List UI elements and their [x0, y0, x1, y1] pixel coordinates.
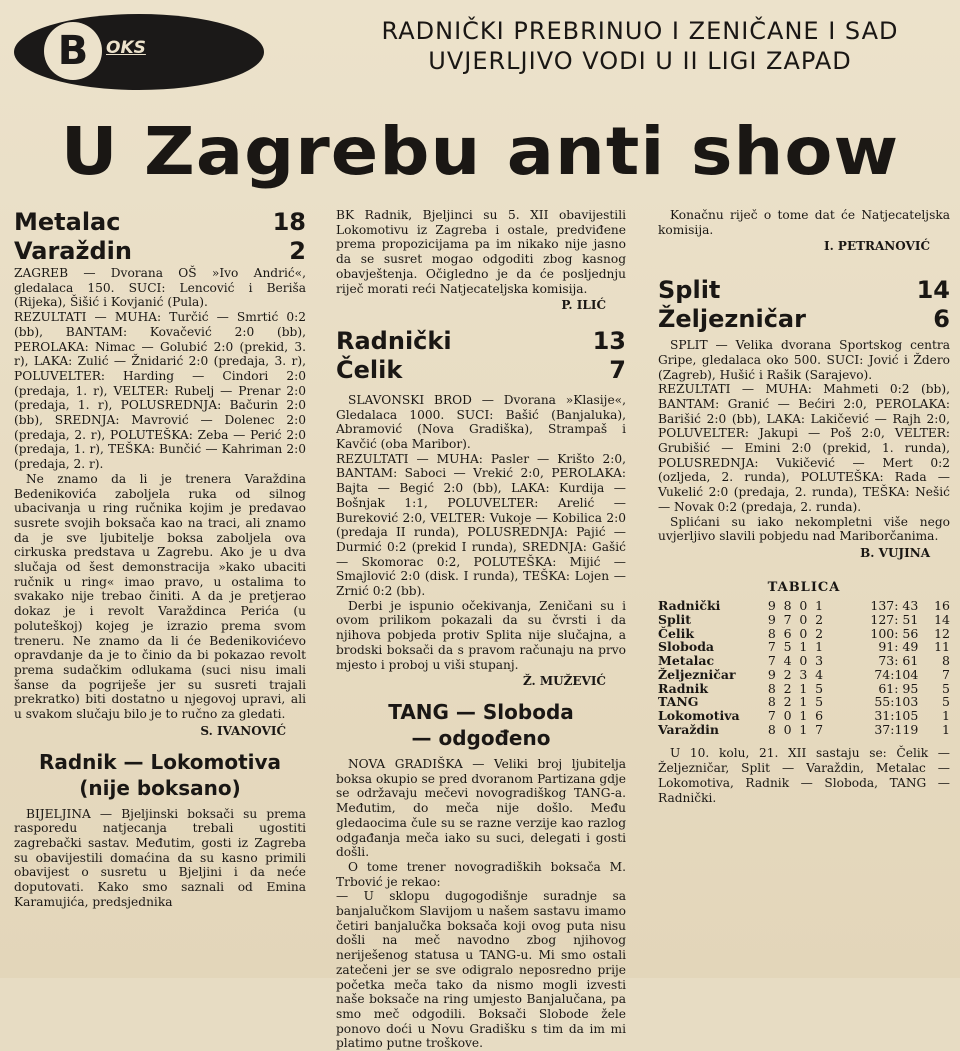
- standings-table: [658, 599, 950, 736]
- team-name: Radnički: [336, 326, 452, 355]
- cell-won: 0: [783, 707, 792, 723]
- table-row: [658, 599, 950, 613]
- cell-bouts: 100: 56: [870, 625, 919, 641]
- cell-played: 8: [767, 721, 776, 737]
- article-paragraph: REZULTATI — MUHA: Turčić — Smrtić 0:2 (bb), BANTAM: Kovačević 2:0 (bb), PEROLAKA: Nimac — Golubić 2:0 (prekid, 3. r), LAKA: Zulić — Žnidarić 2:0 (predaja, 3. r), POLUVELTER: Harding — Cindori 2:0 (predaja, 1. r), VELTER: Rubelj — Prenar 2:0 (predaja, 1. r), POLUSREDNJA: Bačurin 2:0 (bb), SREDNJA: Mavrović — Dolenec 2:0 (predaja, 2. r), POLUTEŠKA: Zeba — Perić 2:0 (predaja, 1. r), TEŠKA: Bunčić — Kahriman 2:0 (predaja, 2. r).: [14, 310, 306, 472]
- section-title-line-1: TANG — Sloboda: [388, 699, 574, 724]
- cell-lost: 6: [815, 707, 824, 723]
- cell-bouts: 74:104: [874, 666, 919, 682]
- table-row: [658, 627, 950, 641]
- cell-team-name: Radnik: [658, 680, 709, 696]
- cell-team-name: Radnički: [658, 598, 721, 614]
- cell-won: 7: [783, 612, 792, 628]
- article-paragraph: Derbi je ispunio očekivanja, Zeničani su i ovom prilikom pokazali da su čvrsti i da njihova pobjeda protiv Splita nije slučajna, a brodski boksači da s pravom računaju na prvo mjesto i proboj u viši stupanj.: [336, 598, 626, 672]
- article-paragraph: SLAVONSKI BROD — Dvorana »Klasije«, Gledalaca 1000. SUCI: Bašić (Banjaluka), Abramović (Nova Gradiška), Strampaš i Kavčić (oba Maribor).: [336, 392, 626, 452]
- table-row: [658, 695, 950, 709]
- cell-drawn: 1: [799, 721, 808, 737]
- team-score: 18: [272, 208, 306, 236]
- score-away: [336, 356, 626, 385]
- team-score: 13: [592, 326, 626, 355]
- team-name: Split: [658, 276, 721, 305]
- column-1: [14, 208, 306, 909]
- table-row: [658, 682, 950, 696]
- cell-drawn: 1: [799, 639, 808, 655]
- cell-played: 8: [767, 680, 776, 696]
- section-title: [14, 749, 306, 801]
- cell-team-name: Lokomotiva: [658, 707, 740, 723]
- article-paragraph: REZULTATI — MUHA: Mahmeti 0:2 (bb), BANTAM: Granić — Bećiri 2:0, PEROLAKA: Barišić 2:0 (bb), LAKA: Lakičević — Rajh 2:0, POLUVELTER: Jakupi — Poš 2:0, VELTER: Grubišić — Emini 2:0 (prekid, 1. runda), POLUSREDNJA: Vukičević — Mert 0:2 (ozljeda, 2. runda), POLUTEŠKA: Rada — Vukelić 2:0 (predaja, 2. runda), TEŠKA: Nešić — Novak 0:2 (predaja, 2. runda).: [658, 382, 950, 514]
- cell-points: 8: [942, 653, 950, 669]
- cell-points: 1: [942, 721, 950, 737]
- cell-won: 8: [783, 598, 792, 614]
- cell-won: 2: [783, 666, 792, 682]
- standings-footer: U 10. kolu, 21. XII sastaju se: Čelik — Željezničar, Split — Varaždin, Metalac — Lokomotiva, Radnik — Sloboda, TANG — Radnički.: [658, 746, 950, 805]
- logo-text: OKS: [106, 38, 146, 58]
- cell-drawn: 0: [799, 612, 808, 628]
- byline: S. IVANOVIĆ: [200, 723, 286, 738]
- cell-lost: 4: [815, 666, 824, 682]
- kicker-line-1: RADNIČKI PREBRINUO I ZENIČANE I SAD: [381, 17, 899, 45]
- cell-bouts: 137: 43: [870, 598, 919, 614]
- section-title-line-1: Radnik — Lokomotiva: [38, 749, 282, 774]
- cell-team-name: Varaždin: [658, 721, 720, 737]
- byline: P. ILIĆ: [561, 298, 606, 313]
- table-row: [658, 723, 950, 737]
- article-paragraph: SPLIT — Velika dvorana Sportskog centra Gripe, gledalaca oko 500. SUCI: Jović i Ždero (Zagreb), Hušić i Rašik (Sarajevo).: [658, 338, 950, 382]
- cell-team-name: Željezničar: [658, 666, 736, 682]
- boks-logo: [14, 14, 264, 90]
- cell-points: 1: [942, 707, 950, 723]
- article-paragraph: — U sklopu dugogodišnje suradnje sa banjalučkom Slavijom u našem sastavu imamo četiri banjalučka boksača koji ovog puta nisu došli na meč navodno zbog njihovog neriješenog statusa u TANG-u. Mi smo ostali zatečeni jer se sve odigralo neposredno prije početka meča tako da nismo mogli izvesti naše boksače na ring umjesto Banjalučana, pa smo meč odgodili. Boksači Slobode žele ponovo doći u Novu Gradišku s tim da im mi platimo putne troškove.: [336, 889, 626, 1051]
- cell-team-name: TANG: [658, 694, 699, 710]
- cell-won: 4: [783, 653, 792, 669]
- team-score: 14: [916, 276, 950, 305]
- cell-bouts: 31:105: [874, 707, 919, 723]
- team-name: Željezničar: [658, 305, 806, 334]
- article-paragraph: Ne znamo da li je trenera Varaždina Bedenikovića zaboljela ruka od silnog ubacivanja u ring ručnika kojim je predavao susrete svojih boksača kao na traci, ali znamo da je sve ljubitelje boksa zaboljela ova cirkuska predstava u Zagrebu. Ako je u dva slučaja od šest demonstracija »kako ubaciti ručnik u ring« imao pravo, u ostalima to svakako nije trebao činiti. A da je pretjerao dokaz je i revolt Varaždinca Perića (u poluteškoj) kojeg je izrazio prema svom treneru. Ne znamo da li će Bedenikovićevo opravdanje da je to činio da bi pokazao revolt prema sudačkim odlukama (suci nisu imali šanse da pogriješe jer su susreti trajali prekratko) biti dostatno u njegovoj upravi, ali u svakom slučaju bilo je to ručno za gledati.: [14, 471, 306, 722]
- article-paragraph: O tome trener novogradiških boksača M. Trbović je rekao:: [336, 859, 626, 889]
- headline: U Zagrebu anti show: [60, 113, 900, 190]
- article-paragraph: NOVA GRADIŠKA — Veliki broj ljubitelja boksa okupio se pred dvoranom Partizana gdje se održavaju mečevi novogradiškog TANG-a. Međutim, do meča nije došlo. Među gledaocima čule su se razne verzije kao razlog odgađanja meča iako su suci, delegati i gosti došli.: [336, 756, 626, 860]
- kicker: [330, 16, 950, 76]
- team-score: 6: [933, 305, 950, 334]
- article-paragraph: ZAGREB — Dvorana OŠ »Ivo Andrić«, gledalaca 150. SUCI: Lencović i Beriša (Rijeka), Šišić i Kovjanić (Pula).: [14, 266, 306, 310]
- cell-drawn: 1: [799, 707, 808, 723]
- cell-drawn: 3: [799, 666, 808, 682]
- cell-lost: 3: [815, 653, 824, 669]
- cell-won: 2: [783, 694, 792, 710]
- cell-points: 7: [942, 666, 950, 682]
- cell-played: 7: [767, 639, 776, 655]
- team-name: Varaždin: [14, 237, 132, 265]
- cell-played: 7: [767, 653, 776, 669]
- cell-points: 14: [934, 612, 950, 628]
- table-row: [658, 709, 950, 723]
- team-name: Čelik: [336, 355, 403, 384]
- cell-bouts: 73: 61: [878, 653, 919, 669]
- cell-lost: 5: [815, 694, 824, 710]
- standings-title: TABLICA: [767, 579, 841, 595]
- cell-lost: 7: [815, 721, 824, 737]
- cell-played: 9: [767, 598, 776, 614]
- cell-played: 8: [767, 694, 776, 710]
- column-3: [658, 208, 950, 805]
- cell-drawn: 0: [799, 653, 808, 669]
- team-score: 7: [609, 355, 626, 384]
- team-score: 2: [289, 237, 306, 265]
- article-paragraph: Splićani su iako nekompletni više nego uvjerljivo slavili pobjedu nad Mariborčanima.: [658, 514, 950, 544]
- score-home: [14, 208, 306, 237]
- cell-points: 16: [934, 598, 950, 614]
- table-row: [658, 668, 950, 682]
- cell-lost: 1: [815, 598, 824, 614]
- byline: I. PETRANOVIĆ: [823, 239, 930, 254]
- cell-team-name: Metalac: [658, 653, 715, 669]
- article-paragraph: REZULTATI — MUHA: Pasler — Krišto 2:0, BANTAM: Saboci — Vrekić 2:0, PEROLAKA: Bajta — Begić 2:0 (bb), LAKA: Kurdija — Bošnjak 1:1, POLUVELTER: Arelić — Bureković 2:0, VELTER: Vukoje — Kobilica 2:0 (predaja II runda), POLUSREDNJA: Pajić — Durmić 0:2 (prekid I runda), SREDNJA: Gašić — Skomorac 0:2, POLUTEŠKA: Mijić — Smajlović 2:0 (disk. I runda), TEŠKA: Lojen — Zrnić 0:2 (bb).: [336, 451, 626, 599]
- cell-lost: 2: [815, 625, 824, 641]
- article-paragraph: Konačnu riječ o tome dat će Natjecateljska komisija.: [658, 208, 950, 237]
- article-paragraph: BK Radnik, Bjeljinci su 5. XII obavijestili Lokomotivu iz Zagreba i ostale, predviđene prema propozicijama pa im nikako nije jasno da se susret mogao odgoditi zbog kasnog obavještenja. Očigledno je da će posljednju riječ morati reći Natjecateljska komisija.: [336, 208, 626, 296]
- cell-won: 2: [783, 680, 792, 696]
- byline: B. VUJINA: [860, 545, 930, 560]
- cell-points: 5: [942, 680, 950, 696]
- cell-won: 6: [783, 625, 792, 641]
- article-paragraph: BIJELJINA — Bjeljinski boksači su prema rasporedu natjecanja trebali ugostiti zagrebački sastav. Međutim, gosti iz Zagreba su obavijestili domaćina da su kasno primili obavijest o susretu u Bjeljini i da neće doputovati. Kako smo saznali od Emina Karamujića, predsjednika: [14, 806, 306, 909]
- byline: Ž. MUŽEVIĆ: [522, 674, 606, 689]
- table-row: [658, 613, 950, 627]
- score-away: [658, 305, 950, 334]
- cell-played: 9: [767, 666, 776, 682]
- cell-team-name: Sloboda: [658, 639, 715, 655]
- cell-drawn: 1: [799, 680, 808, 696]
- cell-lost: 1: [815, 639, 824, 655]
- cell-drawn: 1: [799, 694, 808, 710]
- cell-lost: 5: [815, 680, 824, 696]
- cell-played: 8: [767, 625, 776, 641]
- logo-letter: B: [44, 22, 102, 80]
- section-title-line-2: (nije boksano): [79, 775, 241, 800]
- cell-points: 12: [934, 625, 950, 641]
- cell-points: 11: [934, 639, 950, 655]
- cell-played: 9: [767, 612, 776, 628]
- score-home: [658, 276, 950, 305]
- cell-team-name: Čelik: [658, 625, 695, 641]
- section-title: [336, 699, 626, 751]
- cell-points: 5: [942, 694, 950, 710]
- cell-team-name: Split: [658, 612, 692, 628]
- score-away: [14, 237, 306, 266]
- section-title-line-2: — odgođeno: [411, 725, 551, 750]
- cell-bouts: 55:103: [874, 694, 919, 710]
- cell-won: 0: [783, 721, 792, 737]
- team-name: Metalac: [14, 208, 121, 236]
- score-home: [336, 327, 626, 356]
- column-2: [336, 208, 626, 1051]
- cell-bouts: 61: 95: [878, 680, 919, 696]
- table-row: [658, 654, 950, 668]
- cell-won: 5: [783, 639, 792, 655]
- cell-bouts: 91: 49: [878, 639, 919, 655]
- cell-drawn: 0: [799, 598, 808, 614]
- cell-bouts: 37:119: [874, 721, 919, 737]
- cell-drawn: 0: [799, 625, 808, 641]
- table-row: [658, 640, 950, 654]
- cell-played: 7: [767, 707, 776, 723]
- kicker-line-2: UVJERLJIVO VODI U II LIGI ZAPAD: [428, 47, 852, 75]
- cell-lost: 2: [815, 612, 824, 628]
- cell-bouts: 127: 51: [870, 612, 919, 628]
